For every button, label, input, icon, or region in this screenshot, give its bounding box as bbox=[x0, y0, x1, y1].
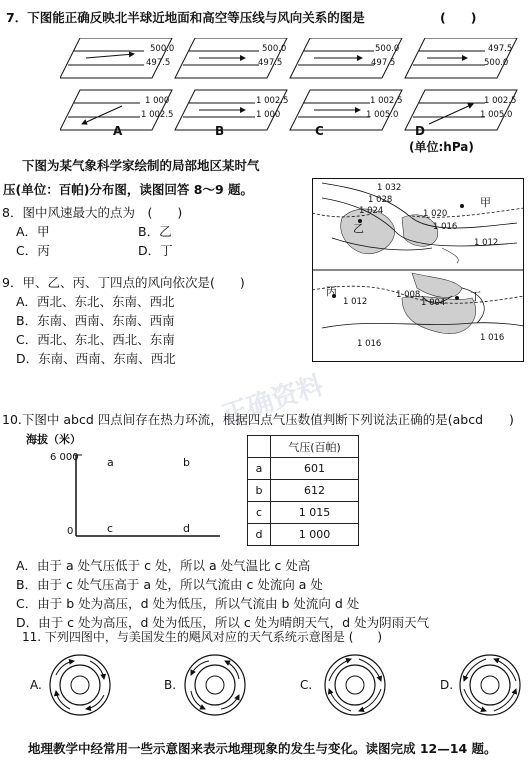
isobar-1012-bottom: 1 012 bbox=[343, 297, 368, 307]
q8-option-c[interactable]: C．丙 bbox=[16, 243, 50, 258]
table-row bbox=[248, 524, 359, 546]
q10-stem bbox=[2, 412, 514, 428]
intro-line-2: 压(单位：百帕)分布图，读图回答 8～9 题。 bbox=[3, 182, 254, 197]
q10-altitude-diagram bbox=[60, 450, 230, 540]
plane-b-lower-2: 1 000 bbox=[256, 110, 281, 120]
table-header: 气压(百帕) bbox=[271, 436, 359, 458]
q11-option-d[interactable]: D. bbox=[440, 678, 454, 692]
cyclone-d-icon bbox=[460, 655, 520, 715]
plane-c-upper-2: 497.5 bbox=[371, 58, 396, 68]
q10-option-a[interactable]: A．由于 a 处气压低于 c 处，所以 a 处气温比 c 处高 bbox=[16, 558, 311, 573]
isobar-1012-top: 1 012 bbox=[474, 238, 499, 248]
q9-option-b[interactable]: B．东南、西南、东南、西南 bbox=[16, 313, 175, 328]
isobar-1008: 1 008 bbox=[396, 290, 421, 300]
isobar-1016-bottom-right: 1 016 bbox=[480, 333, 505, 343]
q8-option-d[interactable]: D．丁 bbox=[138, 243, 173, 258]
isobar-1024: 1 024 bbox=[359, 206, 384, 216]
plane-b-upper-2: 497.5 bbox=[258, 58, 283, 68]
q10-point-d: d bbox=[183, 522, 190, 535]
table-value: 601 bbox=[271, 458, 359, 480]
plane-c-label: C bbox=[315, 124, 324, 138]
table-header-row bbox=[248, 436, 359, 458]
cyclone-c-icon bbox=[325, 655, 385, 715]
q10-stem-text: 10.下图中 abcd 四点间存在热力环流，根据四点气压数值判断下列说法正确的是( bbox=[2, 412, 453, 427]
q8-option-b[interactable]: B．乙 bbox=[138, 224, 172, 239]
point-jia: 甲 bbox=[480, 196, 491, 209]
isobar-1020: 1 020 bbox=[423, 209, 448, 219]
q10-axis-zero: 0 bbox=[67, 526, 74, 537]
q11-option-b[interactable]: B. bbox=[164, 678, 177, 692]
cyclone-b-icon bbox=[185, 655, 245, 715]
q10-point-c: c bbox=[107, 522, 114, 535]
isobar-1016-top: 1 016 bbox=[433, 222, 458, 232]
q7-isobar-diagrams bbox=[60, 38, 525, 138]
isobar-1004: 1 004 bbox=[421, 298, 446, 308]
cyclone-a-icon bbox=[50, 655, 110, 715]
watermark: 正确资料 bbox=[218, 370, 327, 432]
plane-a-lower-1: 1 000 bbox=[145, 96, 170, 106]
table-point: d bbox=[248, 524, 271, 546]
point-ding-marker bbox=[455, 296, 459, 300]
q9-stem: 9．甲、乙、丙、丁四点的风向依次是( ) bbox=[2, 275, 245, 290]
q8-option-a[interactable]: A．甲 bbox=[16, 224, 50, 239]
plane-a-label: A bbox=[113, 124, 123, 138]
plane-a-upper-2: 497.5 bbox=[146, 58, 171, 68]
q8-stem: 8．图中风速最大的点为 ( ) bbox=[2, 205, 183, 220]
table-point: c bbox=[248, 502, 271, 524]
point-yi: 乙 bbox=[353, 222, 364, 235]
table-row bbox=[248, 502, 359, 524]
table-value: 1 000 bbox=[271, 524, 359, 546]
plane-d-upper-1: 497.5 bbox=[488, 44, 513, 54]
isobar-1028: 1 028 bbox=[368, 195, 393, 205]
plane-c-lower-1: 1 002.5 bbox=[370, 96, 403, 106]
isobar-1032: 1 032 bbox=[377, 183, 402, 193]
q7-bracket: ( ) bbox=[440, 10, 477, 25]
point-jia-marker bbox=[460, 204, 464, 208]
plane-d-lower-2: 1 005.0 bbox=[480, 110, 513, 120]
q9-option-a[interactable]: A．西北、东北、东南、西北 bbox=[16, 294, 175, 309]
q9-option-c[interactable]: C．西北、东北、西北、东南 bbox=[16, 332, 175, 347]
q11-cyclone-diagrams bbox=[0, 650, 530, 725]
plane-d-upper-2: 500.0 bbox=[484, 58, 509, 68]
plane-d-lower-1: 1 002.5 bbox=[484, 96, 517, 106]
isobar-1016-bottom-left: 1 016 bbox=[357, 339, 382, 349]
q7-stem: 7．下图能正确反映北半球近地面和高空等压线与风向关系的图是 bbox=[6, 10, 365, 25]
q10-option-d[interactable]: D．由于 c 处为高压，d 处为低压，所以 c 处为晴朗天气，d 处为阴雨天气 bbox=[16, 615, 430, 630]
plane-b-label: B bbox=[215, 124, 225, 138]
point-bing: 丙 bbox=[326, 285, 337, 298]
q11-option-c[interactable]: C. bbox=[300, 678, 313, 692]
q10-axis-top: 6 000 bbox=[50, 452, 79, 463]
q10-answer-mark: abcd bbox=[452, 412, 484, 427]
plane-a-upper-1: 500.0 bbox=[150, 44, 175, 54]
q10-bracket-end: ) bbox=[509, 412, 514, 427]
table-point: b bbox=[248, 480, 271, 502]
plane-a-lower-2: 1 002.5 bbox=[141, 110, 174, 120]
q9-option-d[interactable]: D．东南、西南、东南、西北 bbox=[16, 351, 176, 366]
plane-b-lower-1: 1 002.5 bbox=[256, 96, 289, 106]
table-row bbox=[248, 480, 359, 502]
table-value: 1 015 bbox=[271, 502, 359, 524]
footer-text: 地理教学中经常用一些示意图来表示地理现象的发生与变化。读图完成 12—14 题。 bbox=[28, 741, 497, 756]
q10-point-a: a bbox=[107, 456, 114, 469]
q10-axis-label: 海拔（米） bbox=[26, 433, 81, 446]
plane-d-label: D bbox=[415, 124, 425, 138]
table-point: a bbox=[248, 458, 271, 480]
point-ding: 丁 bbox=[470, 290, 481, 303]
q10-point-b: b bbox=[183, 456, 190, 469]
q10-pressure-table bbox=[247, 435, 359, 546]
plane-c-lower-2: 1 005.0 bbox=[366, 110, 399, 120]
q11-stem: 11. 下列四图中，与美国发生的飓风对应的天气系统示意图是 ( ) bbox=[22, 630, 383, 644]
intro-line-1: 下图为某气象科学家绘制的局部地区某时气 bbox=[22, 158, 260, 173]
table-row bbox=[248, 458, 359, 480]
q10-option-c[interactable]: C．由于 b 处为高压，d 处为低压，所以气流由 b 处流向 d 处 bbox=[16, 596, 360, 611]
table-value: 612 bbox=[271, 480, 359, 502]
unit-label: (单位:hPa) bbox=[409, 140, 474, 154]
plane-c-upper-1: 500.0 bbox=[375, 44, 400, 54]
q10-option-b[interactable]: B．由于 c 处气压高于 a 处，所以气流由 c 处流向 a 处 bbox=[16, 577, 323, 592]
plane-b-upper-1: 500.0 bbox=[262, 44, 287, 54]
q11-option-a[interactable]: A. bbox=[30, 678, 42, 692]
